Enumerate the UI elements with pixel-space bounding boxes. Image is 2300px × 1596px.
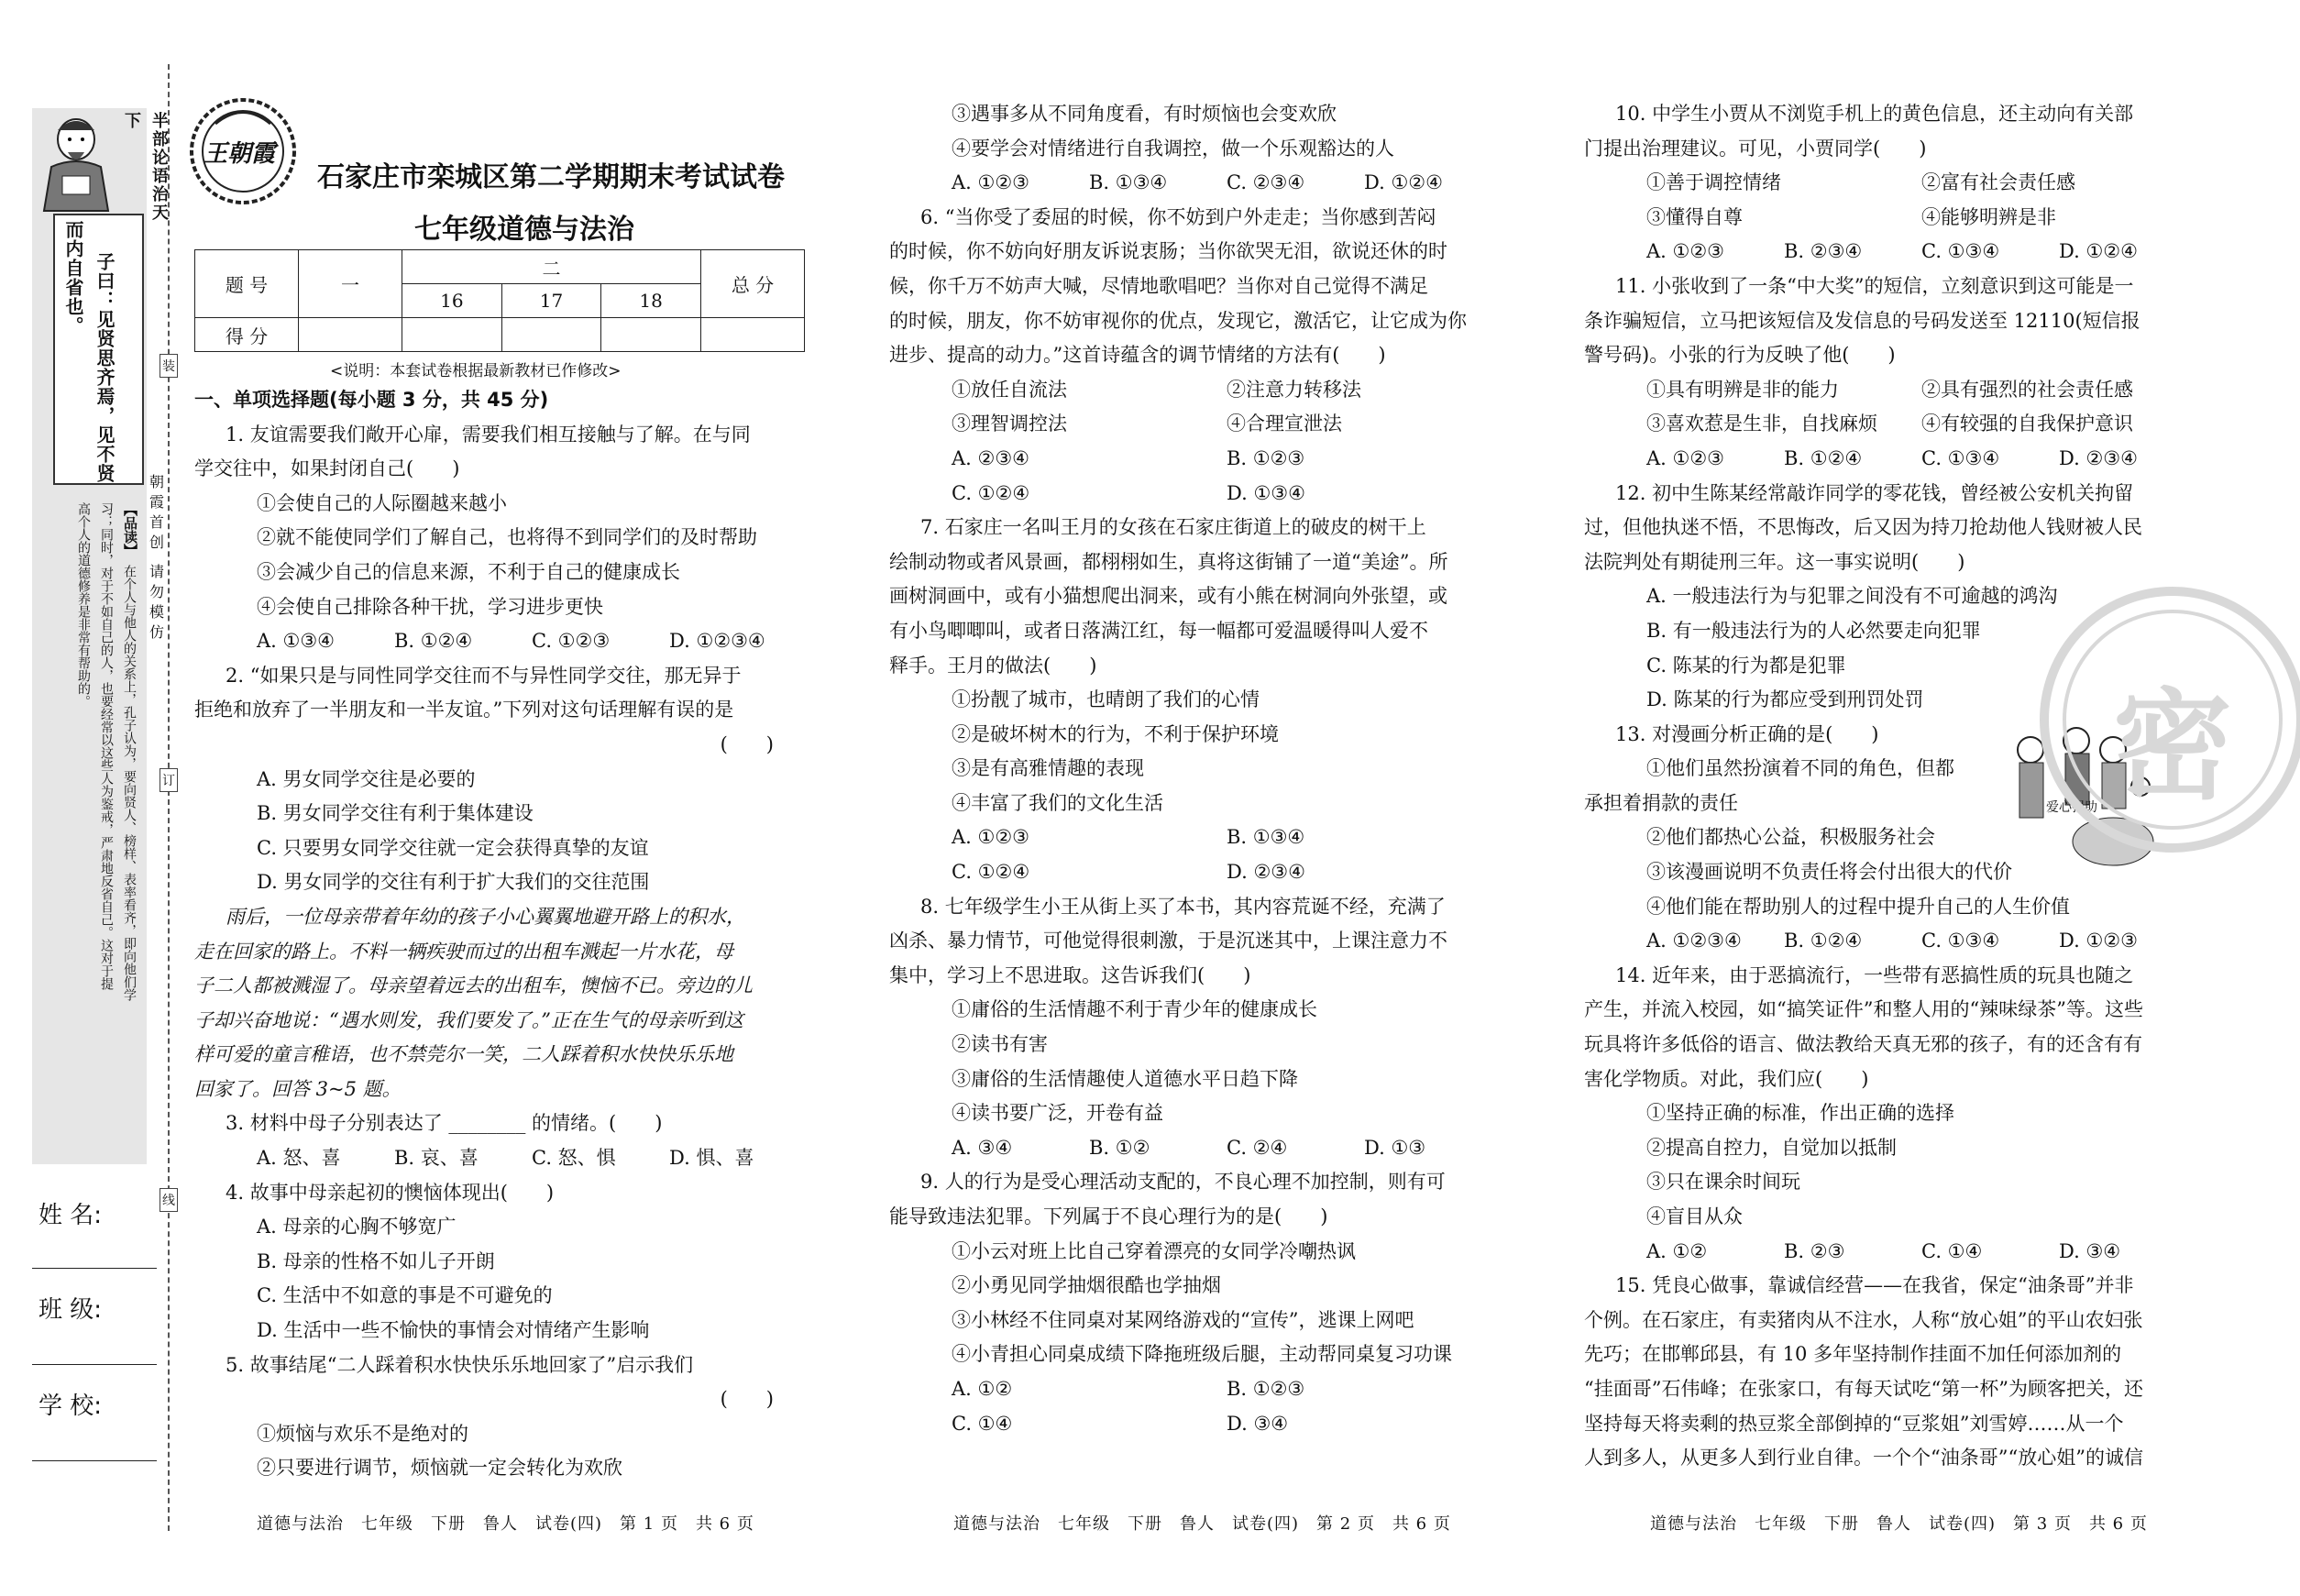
text-line: ②读书有害 xyxy=(952,1033,1048,1056)
text-line: ②是破坏树木的行为，不利于保护环境 xyxy=(952,722,1279,745)
answer-options xyxy=(194,1141,810,1176)
answer-option: A. ①③④ xyxy=(257,630,335,653)
answer-options xyxy=(889,407,1505,442)
text-line: ( ) xyxy=(720,732,774,755)
answer-option: C. 怒、惧 xyxy=(532,1147,616,1170)
text-line: 个例。在石家庄，有卖猪肉从不注水，人称“放心姐”的平山农妇张 xyxy=(1584,1308,2143,1331)
text-line: ②小勇见同学抽烟很酷也学抽烟 xyxy=(952,1274,1221,1297)
answer-option: B. ②③ xyxy=(1784,1239,1845,1262)
text-line: C. 陈某的行为都是犯罪 xyxy=(1646,654,1846,677)
answer-option: ③懂得自尊 xyxy=(1646,205,1743,228)
text-line: “挂面哥”石伟峰；在张家口，有每天试吃“第一杯”为顾客把关，还 xyxy=(1584,1377,2143,1400)
class-field[interactable] xyxy=(32,1364,157,1365)
answer-option: D. ①②④ xyxy=(1364,171,1443,194)
score-label-question: 题 号 xyxy=(195,250,299,318)
text-line: 能导致违法犯罪。下列属于不良心理行为的是( ) xyxy=(889,1205,1328,1227)
answer-option: ④合理宣泄法 xyxy=(1227,413,1342,435)
score-table xyxy=(194,249,805,352)
text-line: 12. 初中生陈某经常敲诈同学的零花钱，曾经被公安机关拘留 xyxy=(1615,481,2134,504)
school-label: 学 校: xyxy=(39,1392,103,1420)
answer-options xyxy=(1584,442,2200,477)
text-line: 警号码)。小张的行为反映了他( ) xyxy=(1584,344,1896,367)
answer-option: B. ①②④ xyxy=(394,630,473,653)
text-line: ④盲目从众 xyxy=(1646,1205,1743,1227)
text-line: ③庸俗的生活情趣使人道德水平日趋下降 xyxy=(952,1067,1298,1090)
text-line: 人到多人，从更多人到行业自律。一个个“油条哥”“放心姐”的诚信 xyxy=(1584,1447,2143,1469)
answer-option: C. ①②③ xyxy=(532,630,611,653)
text-line: 先巧；在邯郸邱县，有 10 多年坚持制作挂面不加任何添加剂的 xyxy=(1584,1343,2122,1366)
text-line: 学交往中，如果封闭自己( ) xyxy=(194,457,460,480)
score-cell[interactable] xyxy=(701,318,805,352)
answer-options xyxy=(889,166,1505,201)
quote-line-1: 子曰：见贤思齐焉，见不贤 xyxy=(94,252,116,483)
text-line: 5. 故事结尾“二人踩着积水快快乐乐地回家了”启示我们 xyxy=(226,1353,694,1376)
text-line: ①烦恼与欢乐不是绝对的 xyxy=(257,1422,468,1445)
text-line: 一、单项选择题(每小题 3 分，共 45 分) xyxy=(194,389,549,411)
score-cell[interactable] xyxy=(501,318,601,352)
text-line: 产生，并流入校园，如“搞笑证件”和整人用的“辣味绿茶”等。这些 xyxy=(1584,998,2143,1021)
answer-option: A. ②③④ xyxy=(952,446,1029,469)
school-field[interactable] xyxy=(32,1460,157,1461)
answer-option: C. ①③④ xyxy=(1921,446,2000,469)
text-line: ④小青担心同桌成绩下降拖班级后腿，主动帮同桌复习功课 xyxy=(952,1343,1452,1366)
text-line: ④丰富了我们的文化生活 xyxy=(952,791,1163,814)
answer-options xyxy=(889,373,1505,408)
text-line: ④读书要广泛，开卷有益 xyxy=(952,1102,1163,1125)
answer-option: ①善于调控情绪 xyxy=(1646,171,1781,194)
answer-option: B. ①②④ xyxy=(1784,446,1863,469)
text-line: ③会减少自己的信息来源，不利于自己的健康成长 xyxy=(257,560,680,583)
text-line: 法院判处有期徒刑三年。这一事实说明( ) xyxy=(1584,550,1965,573)
answer-option: A. ①②③ xyxy=(952,171,1029,194)
text-line: 的时候，你不妨向好朋友诉说衷肠；当你欲哭无泪，欲说还休的时 xyxy=(889,240,1447,263)
text-line: ③遇事多从不同角度看，有时烦恼也会变欢欣 xyxy=(952,103,1337,125)
text-line: 15. 凭良心做事，靠诚信经营——在我省，保定“油条哥”并非 xyxy=(1615,1274,2134,1297)
name-label: 姓 名: xyxy=(39,1202,103,1229)
text-line: ④要学会对情绪进行自我调控，做一个乐观豁达的人 xyxy=(952,137,1394,160)
text-line: ③是有高雅情趣的表现 xyxy=(952,757,1144,780)
text-line: 凶杀、暴力情节，可他觉得很刺激，于是沉迷其中，上课注意力不 xyxy=(889,930,1447,952)
score-label-part1: 一 xyxy=(299,250,402,318)
answer-option: D. ②③④ xyxy=(2059,446,2138,469)
page1-column xyxy=(194,383,810,1486)
text-line: ①小云对班上比自己穿着漂亮的女同学冷嘲热讽 xyxy=(952,1239,1356,1262)
answer-options xyxy=(1584,924,2200,959)
text-line: ①会使自己的人际圈越来越小 xyxy=(257,491,507,514)
text-line: 有小鸟唧唧叫，或者日落满江红，每一幅都可爱温暖得叫人爱不 xyxy=(889,619,1428,642)
answer-option: D. ②③④ xyxy=(1227,861,1305,884)
reading-text-3: 高个人的道德修养是非常有帮助的。 xyxy=(76,502,91,708)
text-line: ①扮靓了城市，也晴朗了我们的心情 xyxy=(952,688,1260,711)
text-line: 2. “如果只是与同性同学交往而不与异性同学交往，那无异于 xyxy=(226,664,742,687)
text-line: 4. 故事中母亲起初的懊恼体现出( ) xyxy=(226,1181,555,1204)
answer-options xyxy=(889,442,1505,477)
text-line: 候，你千万不妨声大喊，尽情地歌唱吧？当你对自己觉得不满足 xyxy=(889,274,1428,297)
text-line: 14. 近年来，由于恶搞流行，一些带有恶搞性质的玩具也随之 xyxy=(1615,963,2134,986)
text-line: ①他们虽然扮演着不同的角色，但都 xyxy=(1646,757,1954,780)
text-line: 坚持每天将卖剩的热豆浆全部倒掉的“豆浆姐”刘雪婷……从一个 xyxy=(1584,1412,2124,1435)
text-line: 走在回家的路上。不料一辆疾驶而过的出租车溅起一片水花，母 xyxy=(194,940,733,963)
answer-option: ③喜欢惹是生非，自找麻烦 xyxy=(1646,413,1877,435)
answer-option: A. ①②③ xyxy=(952,826,1029,849)
text-line: ②他们都热心公益，积极服务社会 xyxy=(1646,826,1935,849)
text-line: ①坚持正确的标准，作出正确的选择 xyxy=(1646,1102,1954,1125)
answer-option: ④能够明辨是非 xyxy=(1921,205,2056,228)
text-line: B. 有一般违法行为的人必然要走向犯罪 xyxy=(1646,619,1981,642)
text-line: ③只在课余时间玩 xyxy=(1646,1171,1800,1194)
answer-option: D. 惧、喜 xyxy=(669,1147,754,1170)
answer-option: D. ③④ xyxy=(1227,1412,1289,1435)
answer-options xyxy=(1584,373,2200,408)
exam-subject: 七年级道德与法治 xyxy=(414,214,634,246)
reading-text-1: 在个人与他人的关系上，孔子认为，要向贤人、榜样、表率看齐，即向他们学 xyxy=(122,565,137,1001)
binding-line xyxy=(168,64,170,1531)
answer-option: C. ①④ xyxy=(952,1412,1013,1435)
exam-title: 石家庄市栾城区第二学期期末考试试卷 xyxy=(312,154,790,194)
answer-option: A. ③④ xyxy=(952,1136,1013,1159)
answer-option: D. ③④ xyxy=(2059,1239,2121,1262)
text-line: 1. 友谊需要我们敞开心扉，需要我们相互接触与了解。在与同 xyxy=(226,423,751,446)
text-line: 门提出治理建议。可见，小贾同学( ) xyxy=(1584,137,1927,160)
text-line: 13. 对漫画分析正确的是( ) xyxy=(1615,722,1879,745)
answer-option: B. ①②③ xyxy=(1227,1377,1305,1400)
answer-option: A. ①②③ xyxy=(1646,240,1724,263)
text-line: 承担着捐款的责任 xyxy=(1584,791,1738,814)
page3-footer: 道德与法治 七年级 下册 鲁人 试卷(四) 第 3 页 共 6 页 xyxy=(1650,1514,2148,1534)
text-line: 害化学物质。对此，我们应( ) xyxy=(1584,1067,1869,1090)
class-label: 班 级: xyxy=(39,1296,103,1324)
answer-options xyxy=(1584,201,2200,236)
answer-option: ②富有社会责任感 xyxy=(1921,171,2075,194)
text-line: ( ) xyxy=(720,1388,774,1411)
text-line: A. 一般违法行为与犯罪之间没有不可逾越的鸿沟 xyxy=(1646,585,2058,608)
text-line: 回家了。回答 3~5 题。 xyxy=(194,1077,402,1100)
text-line: 3. 材料中母子分别表达了 ________ 的情绪。( ) xyxy=(226,1112,663,1135)
answer-option: B. ①②③ xyxy=(1227,446,1305,469)
score-cell[interactable] xyxy=(601,318,701,352)
confidential-seal-text: 密 xyxy=(2113,676,2233,816)
text-line: 条诈骗短信，立马把该短信及发信息的号码发送至 12110(短信报 xyxy=(1584,309,2140,332)
answer-option: B. 哀、喜 xyxy=(394,1147,479,1170)
text-line: A. 母亲的心胸不够宽广 xyxy=(257,1216,457,1238)
text-line: C. 只要男女同学交往就一定会获得真挚的友谊 xyxy=(257,836,649,859)
text-line: ②就不能使同学们了解自己，也将得不到同学们的及时帮助 xyxy=(257,526,757,549)
answer-option: D. ①②④ xyxy=(2059,240,2138,263)
answer-option: D. ①②③ xyxy=(2059,930,2138,952)
answer-option: B. ①② xyxy=(1089,1136,1150,1159)
reading-text-2: 习；同时，对于不如自己的人，也要经常以这些人为鉴戒，严肃地反省自己。这对于提 xyxy=(99,502,114,990)
text-line: 的时候，朋友，你不妨审视你的优点，发现它，激活它，让它成为你 xyxy=(889,309,1467,332)
page1-footer: 道德与法治 七年级 下册 鲁人 试卷(四) 第 1 页 共 6 页 xyxy=(257,1514,754,1534)
text-line: 6. “当你受了委屈的时候，你不妨到户外走走；当你感到苦闷 xyxy=(920,205,1436,228)
answer-options xyxy=(889,820,1505,855)
answer-option: B. ①③④ xyxy=(1227,826,1305,849)
answer-options xyxy=(1584,166,2200,201)
answer-options xyxy=(1584,235,2200,270)
score-label-total: 总 分 xyxy=(701,250,805,318)
text-line: B. 母亲的性格不如儿子开朗 xyxy=(257,1249,495,1272)
text-line: ②只要进行调节，烦恼就一定会转化为欢欣 xyxy=(257,1457,622,1480)
text-line: ①庸俗的生活情趣不利于青少年的健康成长 xyxy=(952,998,1317,1021)
confucius-figure-icon xyxy=(35,112,117,213)
answer-option: C. ②③④ xyxy=(1227,171,1305,194)
answer-option: B. ②③④ xyxy=(1784,240,1863,263)
answer-option: B. ①②④ xyxy=(1784,930,1863,952)
answer-option: C. ①②④ xyxy=(952,861,1030,884)
text-line: 9. 人的行为是受心理活动支配的，不良心理不加控制，则有可 xyxy=(920,1171,1446,1194)
answer-option: ②注意力转移法 xyxy=(1227,378,1361,401)
answer-option: C. ②④ xyxy=(1227,1136,1288,1159)
answer-option: D. ①②③④ xyxy=(669,630,765,653)
answer-option: D. ①③ xyxy=(1364,1136,1426,1159)
cut-mark-3: 线 xyxy=(160,1188,178,1212)
score-sub-17: 17 xyxy=(501,284,601,318)
text-line: 子二人都被溅湿了。母亲望着远去的出租车，懊恼不已。旁边的儿 xyxy=(194,974,753,997)
text-line: 11. 小张收到了一条“中大奖”的短信，立刻意识到这可能是一 xyxy=(1615,274,2134,297)
score-label-points: 得 分 xyxy=(195,318,299,352)
answer-options xyxy=(889,477,1505,512)
answer-options xyxy=(889,1407,1505,1442)
answer-option: ③理智调控法 xyxy=(952,413,1067,435)
answer-options xyxy=(889,855,1505,890)
text-line: 拒绝和放弃了一半朋友和一半友谊。”下列对这句话理解有误的是 xyxy=(194,699,734,721)
text-line: 过，但他执迷不悟，不思悔改，后又因为持刀抢劫他人钱财被人民 xyxy=(1584,516,2142,539)
answer-options xyxy=(889,1372,1505,1407)
text-line: 10. 中学生小贾从不浏览手机上的黄色信息，还主动向有关部 xyxy=(1615,103,2134,125)
score-cell[interactable] xyxy=(299,318,402,352)
text-line: A. 男女同学交往是必要的 xyxy=(257,767,476,790)
score-cell[interactable] xyxy=(402,318,502,352)
text-line: 释手。王月的做法( ) xyxy=(889,654,1097,677)
seal-text-col1: 朝 霞 首 创 请 勿 模 仿 xyxy=(149,473,165,641)
text-line: 集中，学习上不思进取。这告诉我们( ) xyxy=(889,963,1251,986)
score-sub-16: 16 xyxy=(402,284,502,318)
answer-option: A. ①② xyxy=(952,1377,1013,1400)
text-line: 样可爱的童言稚语，也不禁莞尔一笑，二人踩着积水快快乐乐地 xyxy=(194,1043,733,1066)
reading-label: 【品读】 xyxy=(122,502,138,557)
text-line: 绘制动物或者风景画，都栩栩如生，真将这街铺了一道“美途”。所 xyxy=(889,550,1448,573)
quote-line-2: 而内自省也。 xyxy=(62,220,84,336)
exam-note: <说明：本套试卷根据最新教材已作修改> xyxy=(330,362,622,380)
page2-column xyxy=(889,97,1505,1441)
sidebar-motto: 半部论语治天下 xyxy=(122,112,169,222)
text-line: 进步、提高的动力。”这首诗蕴含的调节情绪的方法有( ) xyxy=(889,344,1386,367)
text-line: ②提高自控力，自觉加以抵制 xyxy=(1646,1136,1897,1159)
answer-option: C. ①③④ xyxy=(1921,930,2000,952)
text-line: ④他们能在帮助别人的过程中提升自己的人生价值 xyxy=(1646,895,2070,918)
answer-option: ①具有明辨是非的能力 xyxy=(1646,378,1839,401)
answer-option: ①放任自流法 xyxy=(952,378,1067,401)
page2-footer: 道德与法治 七年级 下册 鲁人 试卷(四) 第 2 页 共 6 页 xyxy=(953,1514,1451,1534)
answer-option: D. ①③④ xyxy=(1227,481,1305,504)
score-sub-18: 18 xyxy=(601,284,701,318)
text-line: D. 生活中一些不愉快的事情会对情绪产生影响 xyxy=(257,1319,650,1342)
answer-options xyxy=(889,1131,1505,1166)
text-line: 8. 七年级学生小王从街上买了本书，其内容荒诞不经，充满了 xyxy=(920,895,1446,918)
text-line: 7. 石家庄一名叫王月的女孩在石家庄街道上的破皮的树干上 xyxy=(920,516,1426,539)
answer-options xyxy=(1584,1235,2200,1270)
cut-mark-2: 订 xyxy=(160,768,178,792)
cut-mark-1: 装 xyxy=(160,354,178,378)
text-line: D. 陈某的行为都应受到刑罚处罚 xyxy=(1646,688,1924,711)
answer-option: A. 怒、喜 xyxy=(257,1147,341,1170)
text-line: ④会使自己排除各种干扰，学习进步更快 xyxy=(257,595,603,618)
text-line: D. 男女同学的交往有利于扩大我们的交往范围 xyxy=(257,871,650,894)
cartoon-label: 爱心捐助 xyxy=(2046,800,2097,815)
answer-option: A. ①②③ xyxy=(1646,446,1724,469)
answer-options xyxy=(1584,407,2200,442)
answer-option: ④有较强的自我保护意识 xyxy=(1921,413,2133,435)
text-line: 子却兴奋地说：“遇水则发，我们要发了。”正在生气的母亲听到这 xyxy=(194,1008,743,1031)
answer-option: A. ①②③④ xyxy=(1646,930,1742,952)
answer-option: ②具有强烈的社会责任感 xyxy=(1921,378,2133,401)
name-field[interactable] xyxy=(32,1268,157,1269)
text-line: 玩具将许多低俗的语言、做法教给天真无邪的孩子，有的还含有有 xyxy=(1584,1033,2142,1056)
brand-logo-text: 王朝霞 xyxy=(204,140,276,168)
text-line: B. 男女同学交往有利于集体建设 xyxy=(257,802,534,825)
answer-options xyxy=(194,624,810,659)
answer-option: C. ①②④ xyxy=(952,481,1030,504)
text-line: 画树洞画中，或有小猫想爬出洞来，或有小熊在树洞向外张望，或 xyxy=(889,585,1447,608)
answer-option: C. ①④ xyxy=(1921,1239,1983,1262)
text-line: C. 生活中不如意的事是不可避免的 xyxy=(257,1284,553,1307)
answer-option: B. ①③④ xyxy=(1089,171,1168,194)
text-line: ③小林经不住同桌对某网络游戏的“宣传”，逃课上网吧 xyxy=(952,1308,1414,1331)
text-line: 雨后，一位母亲带着年幼的孩子小心翼翼地避开路上的积水， xyxy=(226,905,745,928)
answer-option: A. ①② xyxy=(1646,1239,1708,1262)
answer-option: C. ①③④ xyxy=(1921,240,2000,263)
text-line: ③该漫画说明不负责任将会付出很大的代价 xyxy=(1646,861,2012,884)
score-label-part2: 二 xyxy=(402,250,701,284)
